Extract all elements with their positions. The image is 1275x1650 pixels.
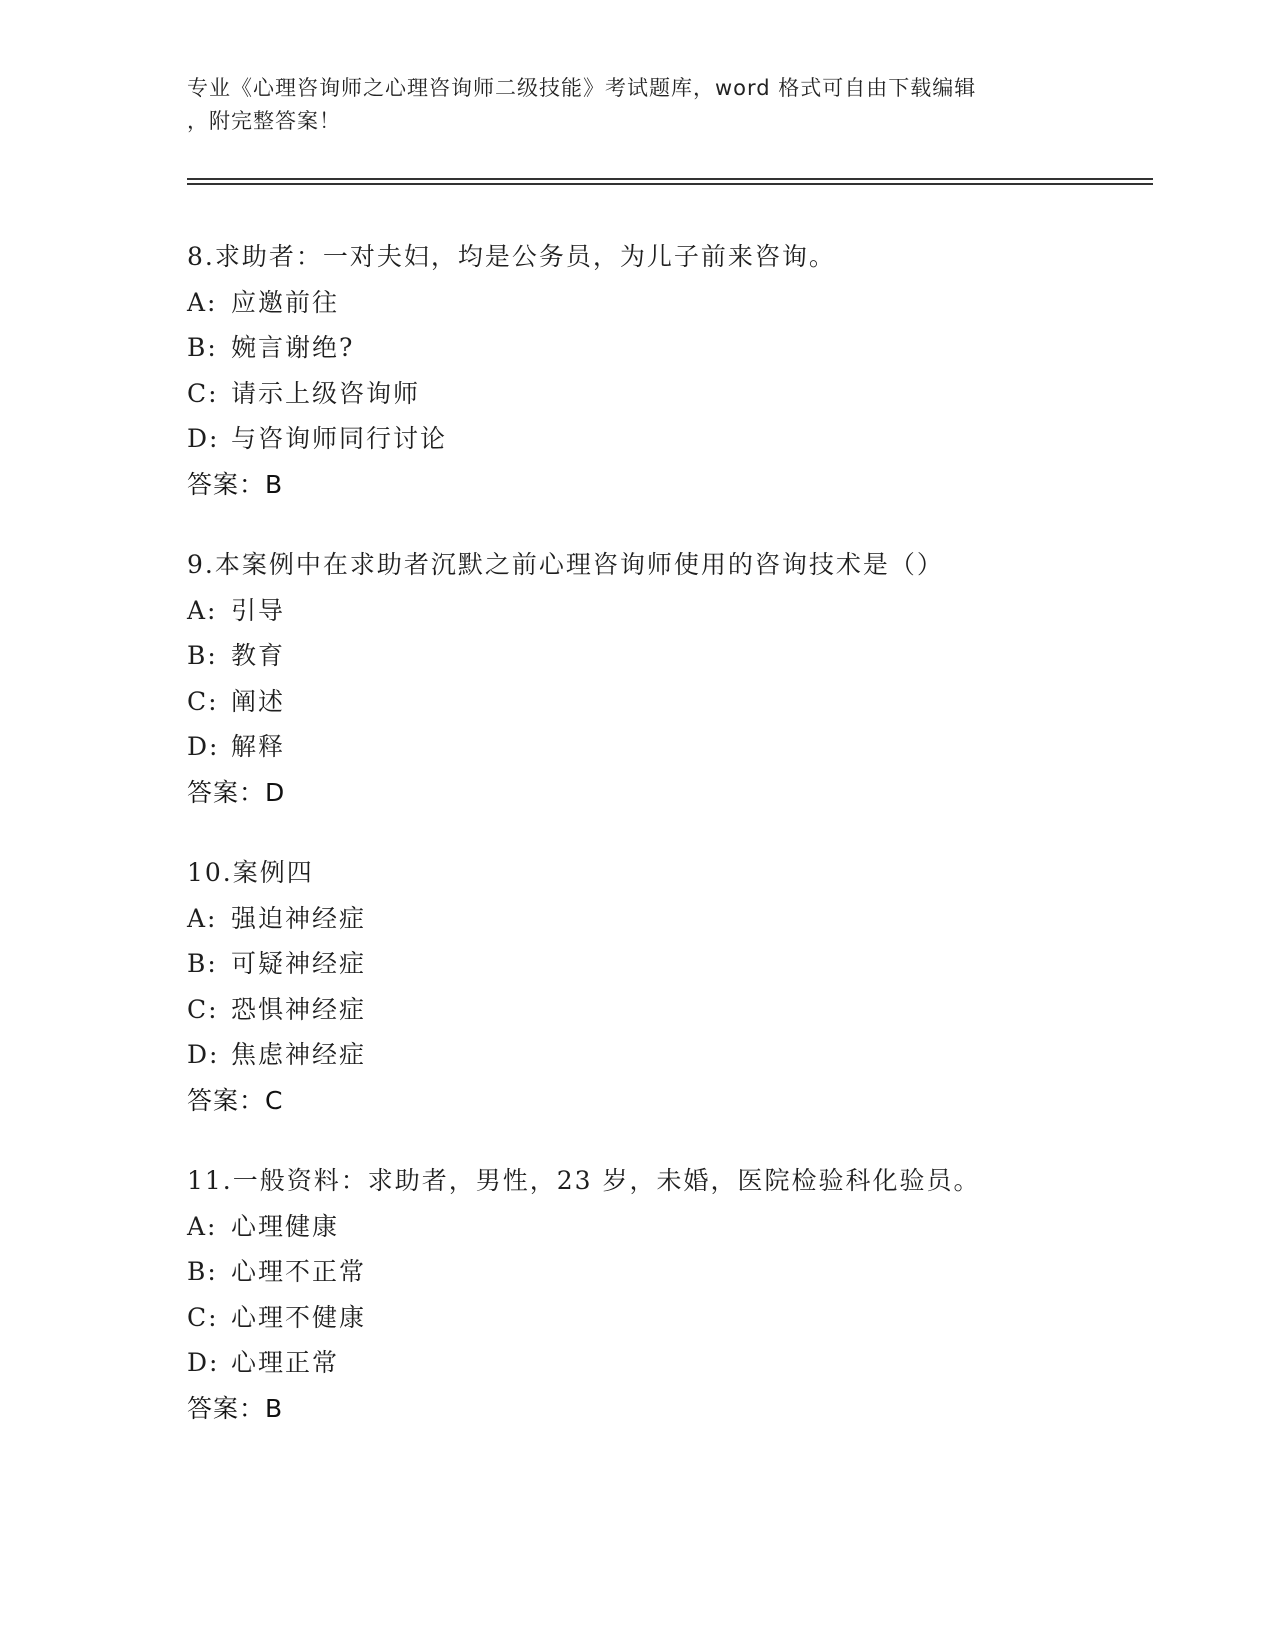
- option-c: [187, 371, 1167, 417]
- document-header: [187, 72, 1087, 138]
- option-b: [187, 1249, 1167, 1295]
- option-text: 请示上级咨询师: [231, 378, 421, 408]
- question-text: 10.案例四: [187, 858, 314, 887]
- option-text: 婉言谢绝?: [231, 333, 355, 362]
- option-key: D:: [187, 1040, 220, 1069]
- option-text: 引导: [231, 595, 286, 625]
- option-key: D:: [187, 424, 220, 453]
- option-c: [187, 987, 1167, 1033]
- option-c: [187, 1295, 1167, 1341]
- option-key: A:: [187, 903, 218, 933]
- question-text: 8.求助者：一对夫妇，均是公务员，为儿子前来咨询。: [187, 242, 836, 271]
- answer-line: 答案：B: [187, 469, 284, 499]
- option-key: C:: [187, 686, 219, 716]
- question-list: [187, 234, 1167, 1466]
- option-b: [187, 941, 1167, 987]
- option-key: B:: [187, 333, 218, 362]
- option-key: A:: [187, 1211, 218, 1241]
- option-text: 应邀前往: [231, 287, 340, 317]
- option-text: 与咨询师同行讨论: [231, 424, 448, 453]
- question-text: 11.一般资料：求助者，男性，23 岁，未婚，医院检验科化验员。: [187, 1166, 981, 1195]
- option-key: D:: [187, 732, 220, 761]
- option-key: B:: [187, 949, 218, 978]
- option-text: 解释: [231, 732, 286, 761]
- option-a: [187, 588, 1167, 634]
- question-item: [187, 542, 1167, 815]
- option-a: [187, 280, 1167, 326]
- option-text: 强迫神经症: [231, 903, 367, 933]
- answer-line: 答案：C: [187, 1085, 284, 1115]
- question-text: 9.本案例中在求助者沉默之前心理咨询师使用的咨询技术是（）: [187, 550, 944, 579]
- question-item: [187, 234, 1167, 507]
- option-d: [187, 724, 1167, 770]
- option-a: [187, 1204, 1167, 1250]
- option-text: 可疑神经症: [231, 949, 367, 978]
- option-text: 心理不正常: [231, 1257, 367, 1286]
- header-line-1: 专业《心理咨询师之心理咨询师二级技能》考试题库，word 格式可自由下载编辑: [187, 76, 977, 100]
- option-key: A:: [187, 595, 218, 625]
- option-text: 焦虑神经症: [231, 1040, 367, 1069]
- header-line-2: ，附完整答案！: [187, 109, 341, 133]
- option-key: B:: [187, 641, 218, 670]
- option-a: [187, 896, 1167, 942]
- option-b: [187, 633, 1167, 679]
- option-d: [187, 416, 1167, 462]
- answer-line: 答案：B: [187, 1393, 284, 1423]
- option-d: [187, 1032, 1167, 1078]
- option-text: 心理正常: [231, 1348, 340, 1377]
- option-key: C:: [187, 994, 219, 1024]
- option-key: A:: [187, 287, 218, 317]
- option-key: C:: [187, 378, 219, 408]
- option-c: [187, 679, 1167, 725]
- answer-line: 答案：D: [187, 777, 286, 807]
- option-text: 阐述: [231, 686, 286, 716]
- header-rule-top: [187, 178, 1153, 180]
- option-text: 恐惧神经症: [231, 994, 367, 1024]
- header-rule-bottom: [187, 183, 1153, 185]
- option-text: 教育: [231, 641, 286, 670]
- option-b: [187, 325, 1167, 371]
- option-d: [187, 1340, 1167, 1386]
- option-text: 心理不健康: [231, 1302, 367, 1332]
- option-key: B:: [187, 1257, 218, 1286]
- question-item: [187, 850, 1167, 1123]
- option-text: 心理健康: [231, 1211, 340, 1241]
- option-key: C:: [187, 1302, 219, 1332]
- option-key: D:: [187, 1348, 220, 1377]
- question-item: [187, 1158, 1167, 1431]
